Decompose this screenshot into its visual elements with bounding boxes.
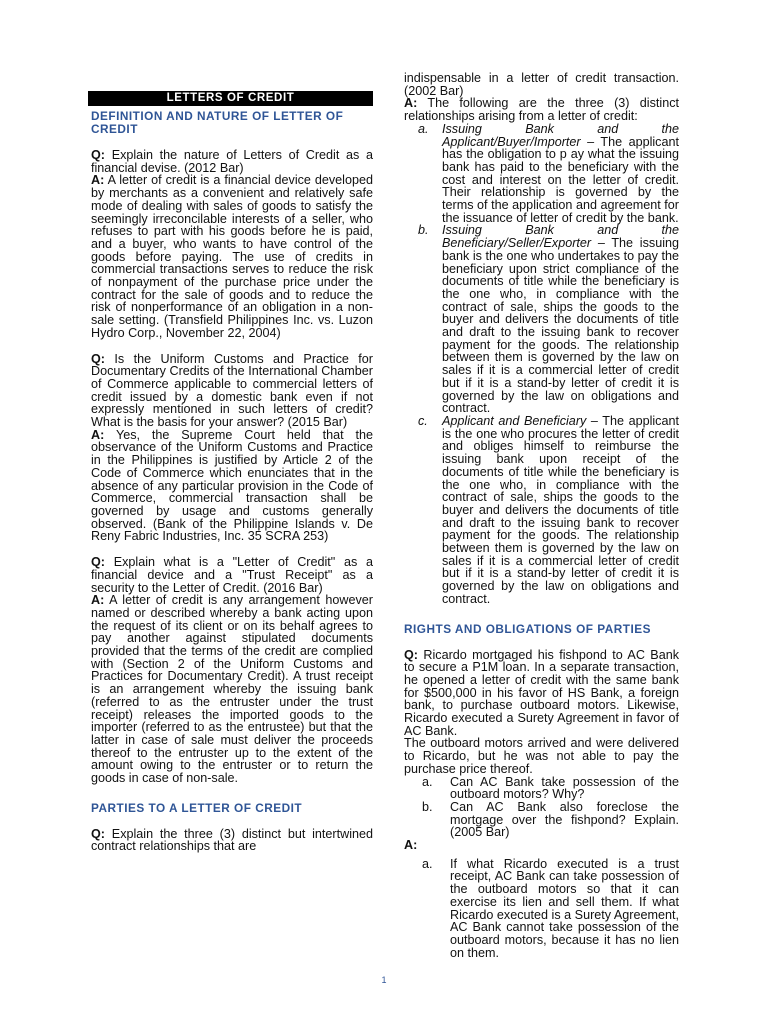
relationship-title: Issuing Bank and the Beneficiary/Seller/Exporter xyxy=(442,223,679,251)
relationship-title: Applicant and Beneficiary xyxy=(442,413,587,428)
answer-text: Yes, the Supreme Court held that the observance of the Uniform Customs and Practice in the Philippines is justified by Article 2 of the Code of Commerce which enunciates that in the absence of any particular provision in the Code of Commerce, commercial transaction shall be governed by usage and customs generally observed. (Bank of the Philippine Islands v. De Reny Fabric Industries, Inc. 35 SCRA 253) xyxy=(91,427,373,544)
question-2 xyxy=(91,353,373,429)
relationship-text: The applicant is the one who procures the letter of credit and obliges himself to reimburse the issuing bank upon receipt of the documents of title while the beneficiary is the one who, in compliance with the contract of sale, ships the goods to the buyer and delivers the documents of title and draft to the issuing bank to recover payment for the goods. The relationship between them is governed by the law on sales if it is a commercial letter of credit but if it is a stand-by letter of credit it is governed by the law on obligations and contract. xyxy=(442,413,679,606)
question-label: Q: xyxy=(404,647,418,662)
question-5-facts: The outboard motors arrived and were delivered to Ricardo, but he was not able to pay the purchase price thereof. xyxy=(404,736,679,776)
question-4 xyxy=(91,828,373,853)
relationship-text: The applicant has the obligation to p ay what the issuing bank has paid to the beneficiary with the cost and interest on the letter of credit. Their relationship is governed by the terms of the application and agreement for the issuance of letter of credit by the bank. xyxy=(442,134,679,225)
question-5 xyxy=(404,649,679,738)
answer-1 xyxy=(91,174,373,339)
answer-label: A: xyxy=(91,173,105,188)
answer-label: A: xyxy=(91,427,105,442)
heading-rights-obligations: RIGHTS AND OBLIGATIONS OF PARTIES xyxy=(404,621,651,636)
relationship-list xyxy=(396,123,679,606)
list-marker: a. xyxy=(418,121,429,136)
question-1 xyxy=(91,149,373,174)
question-text: Is the Uniform Customs and Practice for Documentary Credits of the International Chamber of Commerce applicable to commercial letters of credit issued by a domestic bank even if not expressly mentioned in such letters of credit? What is the basis for your answer? (2015 Bar) xyxy=(91,351,373,430)
list-marker: c. xyxy=(418,413,428,428)
section-banner: LETTERS OF CREDIT xyxy=(88,91,373,106)
heading-parties: PARTIES TO A LETTER OF CREDIT xyxy=(91,800,303,815)
sub-question-text: Can AC Bank take possession of the outboard motors? Why? xyxy=(450,774,679,802)
relationship-title: Issuing Bank and the Applicant/Buyer/Importer xyxy=(442,121,679,149)
answer-4 xyxy=(404,97,679,122)
answer-text: A letter of credit is a financial device developed by merchants as a convenient and relatively safe mode of dealing with sales of goods to satisfy the seemingly irreconcilable interests of a seller, who refuses to part with his goods before he is paid, and a buyer, who wants to have control of the goods before paying. The use of credits in commercial transactions serves to reduce the risk of nonpayment of the purchase price under the contract for the sale of goods and to reduce the risk of nonperformance of an obligation in a non-sale setting. (Transfield Philippines Inc. vs. Luzon Hydro Corp., November 22, 2004) xyxy=(91,173,373,340)
answer-text: A letter of credit is any arrangement however named or described whereby a bank acting upon the request of its client or on its behalf agrees to pay another against stipulated documents provided that the terms of the credit are complied with (Section 2 of the Uniform Customs and Practices for Documentary Credit). A trust receipt is an arrangement whereby the issuing bank (referred to as the entruster under the trust receipt) releases the imported goods to the importer (referred to as the entrustee) but that the latter in case of sale must deliver the proceeds thereof to the entruster up to the extent of the amount owing to the entruster or to return the goods in case of non-sale. xyxy=(91,593,373,786)
heading-definition-nature: DEFINITION AND NATURE OF LETTER OF CREDIT xyxy=(91,109,344,136)
list-marker: b. xyxy=(422,799,433,814)
question-label: Q: xyxy=(91,148,105,162)
sub-question xyxy=(396,776,679,801)
right-column xyxy=(396,72,679,959)
sub-question-list xyxy=(396,776,679,840)
question-text: Explain what is a "Letter of Credit" as a financial device and a "Trust Receipt" as a security to the Letter of Credit. (2016 Bar) xyxy=(91,555,373,595)
question-3 xyxy=(91,556,373,594)
answer-label: A: xyxy=(404,96,418,111)
relationship-text: The issuing bank is the one who undertakes to pay the beneficiary upon strict compliance of the documents of title while the beneficiary is the one who, in compliance with the contract of sale, ships the goods to the buyer and delivers the documents of title and draft to the issuing bank to recover payment for the goods. The relationship between them is governed by the law on sales if it is a commercial letter of credit but if it is a stand-by letter of credit it is governed by the law on obligations and contract. xyxy=(442,236,680,416)
question-label: Q: xyxy=(91,351,105,366)
answer-3 xyxy=(91,594,373,785)
list-marker: a. xyxy=(422,774,433,789)
relationship-item: a. Issuing Bank and the Applicant/Buyer/Importer – The applicant has the obligation to p ay what the issuing bank has paid to the beneficiary with the cost and interest on the letter of credit. Their relationship is governed by the terms of the application and agreement for the issuance of letter of credit by the bank. xyxy=(396,123,679,225)
question-text: Ricardo mortgaged his fishpond to AC Bank to secure a P1M loan. In a separate transaction, he opened a letter of credit with the same bank for $500,000 in his favor of HS Bank, a foreign bank, to purchase outboard motors. Likewise, Ricardo executed a Surety Agreement in favor of AC Bank. xyxy=(404,647,679,738)
answer-list xyxy=(396,858,679,960)
question-4-continued: indispensable in a letter of credit transaction. (2002 Bar) xyxy=(404,71,679,98)
relationship-item: c. Applicant and Beneficiary – The applicant is the one who procures the letter of credit and obliges himself to reimburse the issuing bank upon receipt of the documents of title while the beneficiary is the one who, in compliance with the contract of sale, ships the goods to the buyer and delivers the documents of title and draft to the issuing bank to recover payment for the goods. The relationship between them is governed by the law on sales if it is a commercial letter of credit but if it is a stand-by letter of credit it is governed by the law on obligations and contract. xyxy=(396,415,679,606)
question-text: Explain the nature of Letters of Credit as a financial devise. (2012 Bar) xyxy=(91,148,374,175)
sub-question xyxy=(396,801,679,839)
answer-item xyxy=(396,858,679,960)
sub-question-text: Can AC Bank also foreclose the mortgage over the fishpond? Explain. (2005 Bar) xyxy=(450,799,679,840)
answer-2 xyxy=(91,429,373,543)
answer-label: A: xyxy=(91,593,105,608)
question-label: Q: xyxy=(91,555,105,570)
question-label: Q: xyxy=(91,826,105,841)
page-number: 1 xyxy=(381,975,387,985)
list-marker: a. xyxy=(422,856,433,871)
relationship-item: b. Issuing Bank and the Beneficiary/Seller/Exporter – The issuing bank is the one who undertakes to pay the beneficiary upon strict compliance of the documents of title while the beneficiary is the one who, in compliance with the contract of sale, ships the goods to the buyer and delivers the documents of title and draft to the issuing bank to recover payment for the goods. The relationship between them is governed by the law on sales if it is a commercial letter of credit but if it is a stand-by letter of credit it is governed by the law on obligations and contract. xyxy=(396,224,679,415)
question-text: Explain the three (3) distinct but intertwined contract relationships that are xyxy=(91,826,374,854)
answer-5-label: A: xyxy=(404,838,418,853)
answer-intro: The following are the three (3) distinct relationships arising from a letter of credit: xyxy=(404,96,679,124)
left-column xyxy=(83,91,373,853)
list-marker: b. xyxy=(418,223,429,238)
answer-item-text: If what Ricardo executed is a trust receipt, AC Bank can take possession of the outboard motors so that it can exercise its lien and sell them. If what Ricardo executed is a Surety Agreement, AC Bank cannot take possession of the outboard motors, because it has no lien on them. xyxy=(450,856,679,960)
